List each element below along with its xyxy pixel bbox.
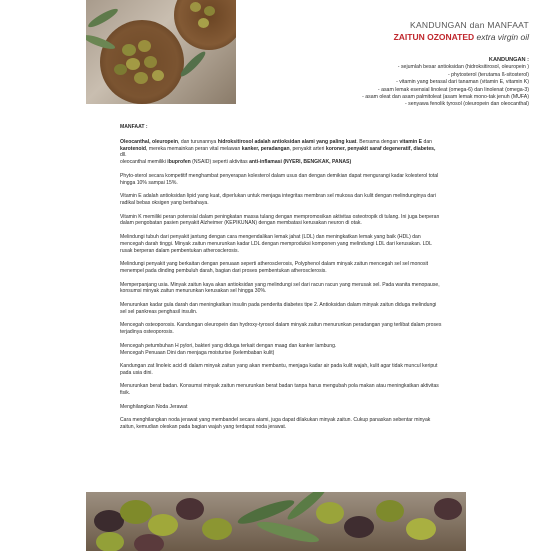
manfaat-paragraph: Menurunkan berat badan. Konsumsi minyak zaitun menurunkan berat badan tanpa harus mengubah pola makan atau meningkatkan aktivitas fisik. <box>120 383 439 397</box>
manfaat-paragraph: Cara menghilangkan noda jerawat yang membandel secara alami, juga dapat dilakukan minyak zaitun. Cukup panaskan sebentar minyak zaitun, kemudian oleskan pada bagian wajah yang terdapat noda jerawat. <box>120 417 431 431</box>
kandungan-heading: KANDUNGAN : <box>488 57 529 63</box>
olives-bowls-photo <box>86 0 236 104</box>
kandungan-section <box>259 57 529 109</box>
manfaat-paragraph: Kandungan zat linoleic acid di dalam minyak zaitun yang akan membantu, menjaga kadar air pada kulit wajah, kulit agar tidak muncul keriput pada usia dini. <box>120 363 438 376</box>
manfaat-paragraph: Mencegah petumbuhan H pylori, bakteri yang diduga terkait dengan maag dan kanker lambung. Mencegah Penuaan Dini dan menjaga moisturise (kelembaban kulit) <box>120 342 337 356</box>
manfaat-paragraph: Memperpanjang usia. Minyak zaitun kaya akan antioksidan yang melindungi sel dari racun racun yang merusak sel. Pada wanita menopause, konsumsi minyak zaitun menurunkan kerusakan sel hingga 30%. <box>120 281 440 295</box>
manfaat-paragraph: Vitamin K memiliki peran potensial dalam peningkatan massa tulang dengan mempromosikan aktivitas osteotropik di tulang. Ini juga berperan dalam pengobatan pasien penyakit Alzheimer (KEPIKUNAN) dengan membatasi kerusakan neuron di otak. <box>120 213 440 227</box>
wooden-bowl <box>100 20 184 104</box>
manfaat-section <box>120 124 442 438</box>
manfaat-paragraph: Melindungi tubuh dari penyakit jantung dengan cara mengendalikan lemak jahat (LDL) dan meningkatkan lemak yang baik (HDL) dan mencegah darah tinggi. Minyak zaitun menurunkan kadar LDL dengan memproduksi komponen yang melindungi LDL dari kerusakan. LDL rusak berperan dalam pembentukan atherosclerosis. <box>120 233 432 254</box>
header-product-line <box>394 32 529 42</box>
manfaat-paragraph: Melindungi penyakit yang berkaitan dengan penuaan seperti atherosclerosis, Polyphenol dalam minyak zaitun mencegah sel sel monosit menempel pada dinding pembuluh darah, bagian dari proses pembentukan atherosclerosis. <box>120 261 429 274</box>
kandungan-item: - senyawa fenolik tyrosol (oleuropein dan oleocanthal) <box>405 101 529 108</box>
kandungan-item: - vitamin yang berasal dari tanaman (vitamin E, vitamin K) <box>396 79 529 86</box>
manfaat-paragraph: Phyto-sterol secara kompetitif menghambat penyerapan kolesterol dalam usus dan dengan demikian dapat mengurangi kadar kolesterol total hingga 10% sampai 15%. <box>120 172 439 186</box>
kandungan-item: - phytosterol (terutama ß-sitosterol) <box>447 71 529 78</box>
kandungan-item: - asam lemak esensial linoleat (omega-6) dan linolenat (omega-3) <box>377 86 529 93</box>
product-subtitle: extra virgin oil <box>474 32 529 42</box>
kandungan-item: - asam oleat dan asam palmitoleat (asam lemak mono-tak jenuh (MUFA) <box>362 94 529 101</box>
manfaat-paragraph: Menghilangkan Noda Jerawat <box>120 403 188 410</box>
kandungan-item: - sejumlah besar antioksidan (hidroksitirosol, oleuropein ) <box>397 64 529 71</box>
brand-name: ZAITUN OZONATED <box>393 32 475 42</box>
document-header <box>394 20 529 42</box>
olives-leaves-photo <box>86 492 466 551</box>
manfaat-paragraph: Menurunkan kadar gula darah dan meningkatkan insulin pada penderita diabetes tipe 2. Antioksidan dalam minyak zaitun diduga melindungi sel sel pankreas penghasil insulin. <box>120 301 437 315</box>
manfaat-paragraph: Mencegah osteoporosis. Kandungan oleuropein dan hydroxy-tyrosol dalam minyak zaitun menurunkan peradangan yang terlibat dalam proses terjadinya osteoporosis. <box>120 322 442 336</box>
manfaat-heading: MANFAAT : <box>120 124 148 130</box>
manfaat-paragraph: Oleocanthal, oleuropein, dan turunannya hidroksitirosol adalah antioksidan alami yang paling kuat. Bersama dengan vitamin E dan karotenoid, mereka memainkan peran vital melawan kanker, peradangan, penyakit arteri koroner, penyakit saraf degeneratif, diabetes, dll. oleocanthal memiliki ibuprofen (NSAID) seperti aktivitas anti-inflamasi (NYERI, BENGKAK, PANAS) <box>120 138 436 166</box>
manfaat-paragraph: Vitamin E adalah antioksidan lipid yang kuat, diperlukan untuk menjaga integritas membran sel mukosa dan kulit dengan melindunginya dari radikal bebas oksigen yang berbahaya. <box>120 193 436 206</box>
header-title: KANDUNGAN dan MANFAAT <box>409 20 529 30</box>
